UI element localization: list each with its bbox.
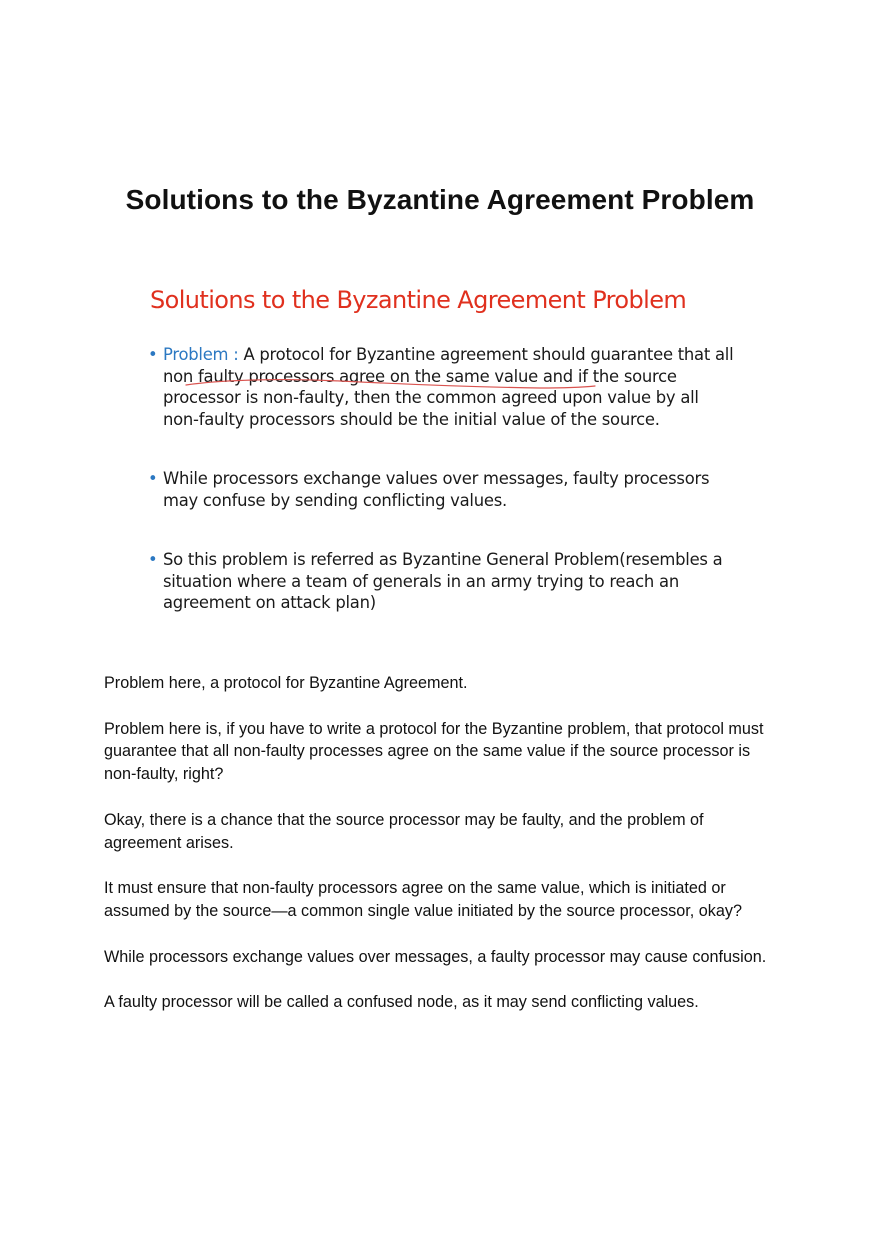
slide-bullet bbox=[148, 468, 738, 511]
slide-bullet bbox=[148, 344, 738, 431]
bullet-marker: • bbox=[148, 345, 158, 364]
paragraph: Problem here is, if you have to write a protocol for the Byzantine problem, that protocol must guarantee that all non-faulty processes agree on the same value if the source processor is non-faulty, right? bbox=[104, 719, 764, 784]
bullet-text: While processors exchange values over messages, faulty processors may confuse by sending conflicting values. bbox=[163, 469, 710, 510]
paragraph: While processors exchange values over messages, a faulty processor may cause confusion. bbox=[104, 947, 767, 966]
bullet-marker: • bbox=[148, 469, 158, 488]
slide-image bbox=[140, 270, 740, 630]
paragraph: It must ensure that non-faulty processors agree on the same value, which is initiated or assumed by the source—a common single value initiated by the source processor, okay? bbox=[104, 879, 742, 920]
transcript-body bbox=[104, 672, 784, 1037]
slide-title: Solutions to the Byzantine Agreement Problem bbox=[150, 286, 687, 314]
bullet-keyword: Problem : bbox=[163, 345, 239, 364]
slide-bullet bbox=[148, 549, 738, 614]
page-title: Solutions to the Byzantine Agreement Problem bbox=[125, 184, 755, 215]
paragraph: Problem here, a protocol for Byzantine Agreement. bbox=[104, 674, 468, 692]
bullet-text: So this problem is referred as Byzantine General Problem(resembles a situation where a team of generals in an army trying to reach an agreement on attack plan) bbox=[163, 550, 723, 613]
bullet-text: A protocol for Byzantine agreement should guarantee that all non faulty processors agree on the same value and if the source processor is non-faulty, then the common agreed upon value by all non-faulty processors should be the initial value of the source. bbox=[163, 345, 734, 430]
paragraph: A faulty processor will be called a confused node, as it may send conflicting values. bbox=[104, 993, 699, 1012]
bullet-marker: • bbox=[148, 550, 158, 569]
paragraph: Okay, there is a chance that the source processor may be faulty, and the problem of agreement arises. bbox=[104, 810, 704, 852]
